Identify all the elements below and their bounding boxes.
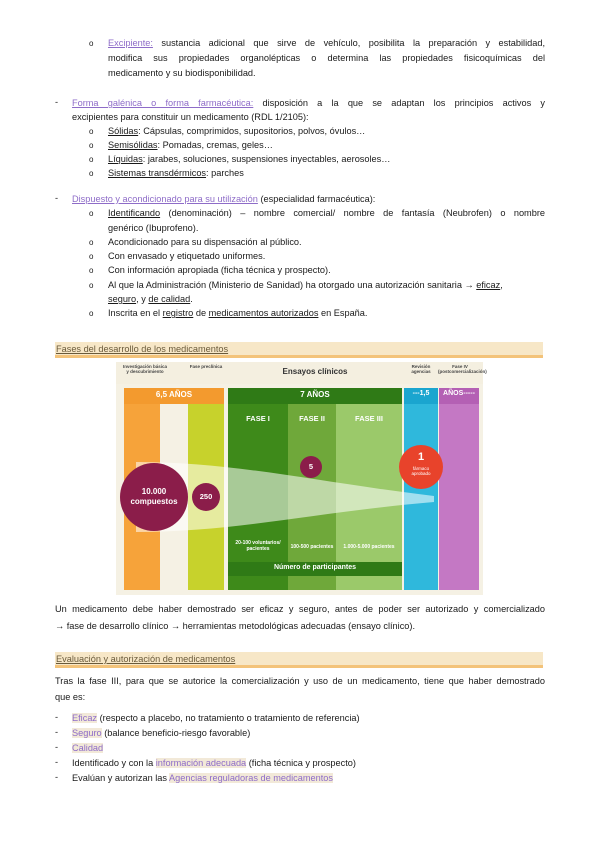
forma-item-semisolidas: Semisólidas: Pomadas, cremas, geles… (108, 140, 273, 150)
label-10000: 10.000 (141, 487, 167, 496)
dispuesto-item-1-cont: genérico (Ibuprofeno). (108, 223, 199, 233)
bullet: o (89, 209, 94, 218)
bullet: o (89, 169, 94, 178)
label-fase1: FASE I (246, 414, 270, 423)
label-preclinical: Fase preclínica (189, 364, 223, 369)
para1-line1: Un medicamento debe haber demostrado ser eficaz y seguro, antes de poder ser autorizado y comercializado (55, 604, 545, 614)
label-farmaco: fármaco aprobado (411, 466, 431, 476)
dash: - (55, 772, 59, 782)
forma-line2: excipientes para constituir un medicamento (RDL 1/2105): (72, 112, 309, 122)
excipiente-line1: Excipiente: sustancia adicional que sirve de vehículo, posibilita la preparación y estabilidad, (108, 38, 545, 48)
dispuesto-item-4: Con información apropiada (ficha técnica y prospecto). (108, 265, 331, 275)
dash: - (55, 727, 59, 737)
bullet: o (89, 39, 94, 48)
col-revision (404, 390, 438, 590)
forma-item-liquidas: Líquidas: jarabes, soluciones, suspensiones inyectables, aerosoles… (108, 154, 391, 164)
label-5: 5 (308, 462, 314, 471)
bullet: o (89, 266, 94, 275)
label-65-anos: 6,5 AÑOS (155, 390, 193, 399)
label-compuestos: compuestos (130, 497, 178, 506)
col-fase4 (439, 390, 479, 590)
para2-line1: Tras la fase III, para que se autorice la comercialización y uso de un medicamento, tiene que haber demostrado (55, 676, 545, 686)
dispuesto-item-5-cont: seguro, y de calidad. (108, 294, 193, 304)
para1-line2: → fase de desarrollo clínico → herramientas metodológicas adecuadas (ensayo clínico). (55, 621, 416, 631)
forma-line1: Forma galénica o forma farmacéutica: disposición a la que se adaptan los principios activos y (72, 98, 545, 108)
dash: - (55, 757, 59, 767)
label-fase4: Fase IV (postcomercialización) (438, 364, 487, 374)
dispuesto-item-3: Con envasado y etiquetado uniformes. (108, 251, 266, 261)
excipiente-line2: modifica sus propiedades organolépticas o determina las propiedades fisicoquímicas del (108, 53, 545, 63)
label-fase3: FASE III (355, 414, 383, 423)
list2-agencias: Evalúan y autorizan las Agencias reguladoras de medicamentos (72, 773, 333, 783)
label-15: ---1,5 (412, 390, 430, 397)
list2-seguro: Seguro (balance beneficio-riesgo favorable) (72, 728, 251, 738)
label-research: Investigación básica y descubrimiento (122, 364, 168, 374)
bullet: o (89, 252, 94, 261)
label-p2: 100-500 pacientes (290, 544, 334, 550)
dash: - (55, 97, 59, 107)
bullet: o (89, 141, 94, 150)
list2-identificado: Identificado y con la información adecuada (ficha técnica y prospecto) (72, 758, 356, 768)
dispuesto-item-2: Acondicionado para su dispensación al público. (108, 237, 302, 247)
bullet: o (89, 238, 94, 247)
forma-item-sistemas: Sistemas transdérmicos: parches (108, 168, 244, 178)
label-7-anos: 7 AÑOS (300, 390, 330, 399)
label-1: 1 (417, 451, 425, 463)
dispuesto-line: Dispuesto y acondicionado para su utilización (especialidad farmacéutica): (72, 194, 376, 204)
bullet: o (89, 127, 94, 136)
forma-item-solidas: Sólidas: Cápsulas, comprimidos, supositorios, polvos, óvulos… (108, 126, 366, 136)
label-fase2: FASE II (299, 414, 325, 423)
list2-calidad: Calidad (72, 743, 104, 753)
dispuesto-item-5: Al que la Administración (Ministerio de Sanidad) ha otorgado una autorización sanitaria → eficaz, (108, 280, 503, 290)
dispuesto-item-6: Inscrita en el registro de medicamentos autorizados en España. (108, 308, 368, 318)
label-p1: 20-100 voluntarios/ pacientes (235, 540, 281, 552)
dash: - (55, 712, 59, 722)
label-p3: 1.000-5.000 pacientes (343, 544, 395, 550)
bullet: o (89, 155, 94, 164)
label-ensayos: Ensayos clínicos (282, 367, 348, 376)
bullet: o (89, 309, 94, 318)
label-participantes: Número de participantes (273, 564, 357, 571)
para2-line2: que es: (55, 692, 86, 702)
list2-eficaz: Eficaz (respecto a placebo, no tratamiento o tratamiento de referencia) (72, 713, 360, 723)
dispuesto-item-1: Identificando (denominación) – nombre comercial/ nombre de fantasía (Neubrofen) o nombre (108, 208, 545, 218)
bullet: o (89, 281, 94, 290)
label-250: 250 (199, 492, 213, 501)
excipiente-line3: medicamento y su biodisponibilidad. (108, 68, 256, 78)
section-title: Evaluación y autorización de medicamentos (56, 654, 236, 664)
dash: - (55, 742, 59, 752)
dash: - (55, 193, 59, 203)
label-anos: AÑOS----- (443, 390, 475, 397)
label-revision: Revisión agencias (411, 364, 431, 374)
section-title: Fases del desarrollo de los medicamentos (56, 344, 229, 354)
drug-development-diagram (116, 362, 487, 595)
